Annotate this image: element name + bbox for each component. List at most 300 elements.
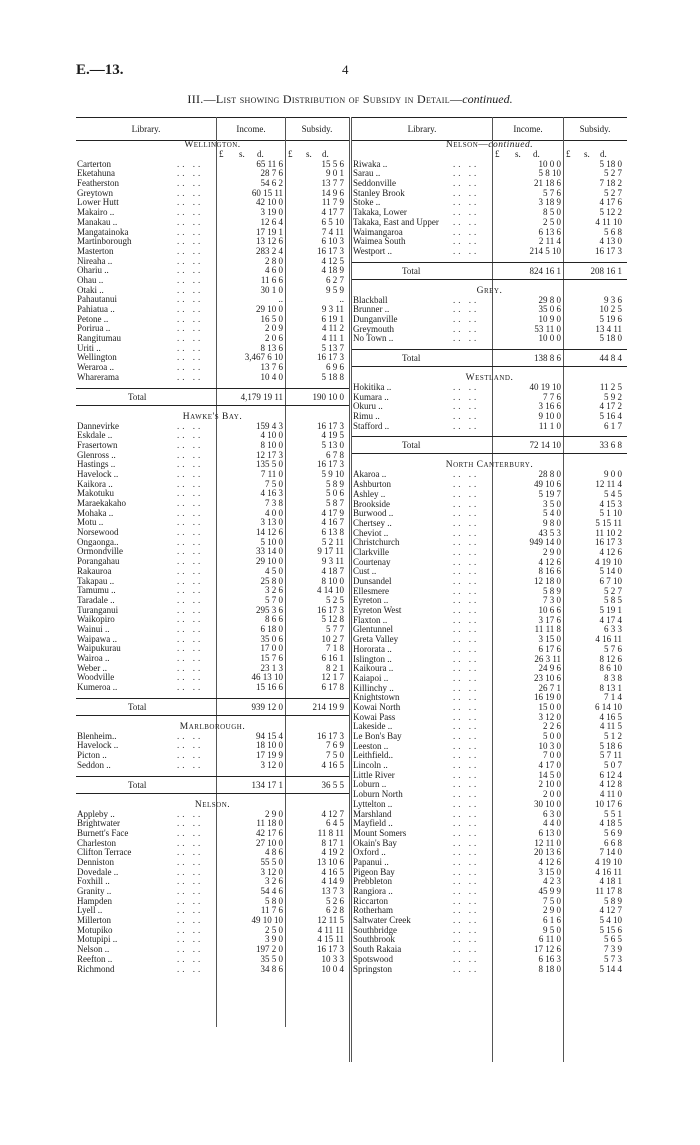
table-row [352,587,627,597]
income-value: 11 18 0 [256,818,283,829]
leader-dots: .. .. [177,594,204,605]
subsidy-value: 9 3 6 [604,294,622,305]
income-value: 3 9 0 [265,934,283,945]
library-name: South Rakaia [353,944,402,955]
library-name: Brightwater [77,818,120,829]
income-value: 53 11 0 [534,323,561,334]
subsidy-value: 4 18 7 [321,565,344,576]
income-value: 7 3 8 [265,498,283,508]
library-name: Nelson .. [77,944,110,955]
library-name: Takaka, Lower [353,207,407,218]
subsidy-value: 5 6 9 [604,827,622,838]
subsidy-value: 5 4 10 [599,915,622,926]
income-value: 15 7 6 [260,653,283,663]
leader-dots: .. .. [453,876,480,887]
table-row [76,829,349,839]
library-name: Hampden [77,895,112,906]
table-row [76,751,349,761]
income-value: 26 3 11 [534,653,561,664]
table-row [76,965,349,975]
currency-units-row [352,150,627,160]
library-name: Waipukurau [77,643,121,654]
library-name: Kowai Pass [353,711,396,722]
table-row [352,237,627,247]
leader-dots: .. .. [177,488,204,499]
income-value: 46 13 10 [251,672,283,683]
spacer [76,383,349,386]
spacer [352,257,627,260]
library-name: Manakau .. [77,216,118,227]
table-row [352,500,627,510]
income-value: 4 8 6 [265,847,283,858]
table-row [76,237,349,247]
table-row [76,945,349,955]
leader-dots: .. .. [177,847,204,858]
title-tail: continued. [462,92,513,106]
spacer [352,431,627,434]
subsidy-value: 4 18 1 [599,876,622,887]
subsidy-value: 12 1 7 [321,672,344,683]
income-value: 10 4 0 [260,371,283,382]
subsidy-value: 9 3 11 [321,556,344,567]
subsidy-value: 13 10 6 [317,856,344,867]
leader-dots: .. .. [453,634,480,645]
income-value: 60 15 11 [251,187,283,198]
subsidy-value: 5 19 1 [599,605,622,616]
leader-dots: .. .. [177,604,204,615]
income-value: 11 6 6 [260,274,283,285]
subsidy-value: 5 2 11 [321,536,344,547]
table-row [352,160,627,170]
library-name: Wharerama [77,371,119,382]
subsidy-value: 6 2 8 [326,905,344,916]
library-name: Charleston [77,837,116,848]
table-row [76,567,349,577]
subsidy-value: 4 16 5 [321,866,344,877]
library-name: Ashburton [353,479,391,490]
income-value: 23 1 3 [260,662,283,673]
subsidy-value: 5 12 8 [321,614,344,625]
income-value: 2 9 0 [543,546,561,557]
table-row [352,713,627,723]
income-value: 35 5 0 [260,953,283,964]
library-name: Ohau .. [77,274,104,285]
leader-dots: .. .. [453,576,480,586]
leader-dots: .. .. [177,585,204,596]
subsidy-value: 4 12 5 [321,255,344,266]
total-label: Total [128,779,147,790]
income-value: 16 19 0 [534,692,561,703]
right-column [352,140,627,974]
subsidy-value: 5 0 6 [326,488,344,499]
table-row [76,887,349,897]
income-value: 5 0 0 [543,731,561,741]
table-row [76,499,349,509]
library-name: Porangahau [77,556,120,567]
table-row [352,247,627,257]
income-value: 35 0 6 [538,304,561,315]
income-value: 49 10 10 [251,915,283,926]
subsidy-value: 5 7 11 [599,750,622,761]
income-value: 6 17 6 [538,643,561,654]
income-value: 12 17 3 [256,449,283,460]
library-name: Ashley .. [353,488,386,499]
leader-dots: .. .. [177,255,204,266]
subsidy-value: 6 13 8 [321,527,344,538]
library-name: Weraroa .. [77,362,115,373]
leader-dots: .. .. [177,439,204,450]
table-row [76,334,349,344]
income-value: 24 9 6 [538,663,561,674]
income-value: 3 2 6 [265,585,283,596]
table-row [76,897,349,907]
library-name: Okuru .. [353,401,383,412]
library-name: Chertsey .. [353,517,392,528]
total-row [76,776,349,794]
income-value: 4 12 6 [538,556,561,567]
income-value: 3 15 0 [538,634,561,645]
subsidy-value: 12 11 5 [317,915,344,926]
library-name: Appleby .. [77,808,115,819]
income-value: 5 4 0 [543,508,561,519]
leader-dots: .. .. [453,934,480,945]
subsidy-value: 5 13 0 [321,439,344,450]
leader-dots: .. .. [177,158,204,169]
income-value: 12 6 4 [260,216,283,227]
library-name: Glenross .. [77,449,116,460]
library-name: Le Bon's Bay [353,731,402,741]
left-column-header [76,117,349,141]
table-row [352,839,627,849]
total-row [352,262,627,280]
leader-dots: .. .. [177,934,204,945]
library-name: Sarau .. [353,168,381,179]
library-name: Leeston .. [353,740,389,751]
library-name: Eyreton .. [353,595,389,606]
subsidy-value: 5 9 2 [604,391,622,402]
library-name: Havelock .. [77,740,119,751]
table-row [76,509,349,519]
subsidy-value: 4 17 7 [321,207,344,218]
library-name: Westport .. [353,245,393,256]
leader-dots: .. .. [177,207,204,218]
subsidy-value: 6 3 3 [604,624,622,635]
section-title: North Canterbury. [445,460,534,471]
leader-dots: .. .. [177,498,204,508]
leader-dots: .. .. [453,731,480,741]
total-subsidy: 208 16 1 [590,265,622,276]
library-name: Takapau .. [77,575,115,586]
income-value: 10 9 0 [538,313,561,324]
library-name: Hokitika .. [353,382,392,392]
left-column [76,140,349,974]
subsidy-value: 9 5 9 [326,284,344,295]
library-col-header: Library. [407,124,437,134]
leader-dots: .. .. [177,362,204,373]
subsidy-value: 4 17 2 [599,401,622,412]
subsidy-value: 4 16 11 [595,634,622,645]
subsidy-value: 5 14 0 [599,566,622,577]
table-row [352,790,627,800]
library-name: Kaiapoi .. [353,672,389,683]
income-value: 12 11 0 [534,837,561,848]
library-name: Leithfield.. [353,750,393,761]
currency-unit: £ [288,149,293,159]
leader-dots: .. .. [177,730,204,741]
library-name: Motupiko [77,924,113,935]
library-name: Stafford .. [353,420,390,431]
subsidy-value: .. [339,294,344,305]
income-value: 42 10 0 [256,197,283,208]
leader-dots: .. .. [177,478,204,489]
table-row [76,480,349,490]
table-row [76,305,349,315]
table-row [76,373,349,383]
subsidy-value: 8 17 1 [321,837,344,848]
subsidy-value: 4 14 10 [317,585,344,596]
library-name: Dannevirke [77,420,119,431]
table-row [76,179,349,189]
income-value: 20 13 6 [534,847,561,858]
income-value: 10 6 6 [538,605,561,616]
income-col-header: Income. [513,124,543,134]
subsidy-value: 16 17 3 [595,245,622,256]
subsidy-value: 5 7 6 [604,643,622,654]
subsidy-value: 6 2 7 [326,274,344,285]
subsidy-value: 6 9 6 [326,362,344,373]
library-name: Marshland [353,808,392,819]
library-name: Ellesmere [353,585,389,596]
section-title: Hawke's Bay. [182,411,243,422]
library-name: Cheviot .. [353,527,389,538]
leader-dots: .. .. [177,342,204,353]
leader-dots: .. .. [453,401,480,412]
library-name: Flaxton .. [353,614,388,625]
income-value: 29 10 0 [256,556,283,567]
library-name: Granity .. [77,886,112,896]
library-name: Rangitumau [77,333,121,344]
subsidy-value: 6 7 10 [599,576,622,586]
subsidy-value: 4 16 7 [321,517,344,528]
leader-dots: .. .. [453,856,480,867]
leader-dots: .. .. [453,663,480,674]
leader-dots: .. .. [177,905,204,916]
leader-dots: .. .. [453,740,480,751]
subsidy-value: 9 0 0 [604,469,622,480]
leader-dots: .. .. [453,382,480,392]
table-row [352,616,627,626]
leader-dots: .. .. [177,924,204,935]
library-name: Okain's Bay [353,837,397,848]
library-name: Norsewood [77,527,119,538]
subsidy-value: 5 18 6 [599,740,622,751]
subsidy-value: 6 7 8 [326,449,344,460]
library-name: Ongaonga.. [77,536,119,547]
subsidy-value: 5 14 4 [599,963,622,974]
leader-dots: .. .. [177,837,204,848]
leader-dots: .. .. [453,595,480,606]
leader-dots: .. .. [453,779,480,790]
income-value: 2 0 0 [543,789,561,800]
leader-dots: .. .. [177,565,204,576]
income-value: 135 5 0 [256,459,283,470]
title-lead: III.—List showing Distribution of Subsidy in Detail— [187,92,463,106]
table-row [352,664,627,674]
leader-dots: .. .. [177,517,204,528]
subsidy-value: 14 9 6 [321,187,344,198]
table-row [76,198,349,208]
income-value: 5 19 7 [538,488,561,499]
subsidy-value: 4 17 4 [599,614,622,625]
leader-dots: .. .. [453,682,480,693]
table-row [352,945,627,955]
leader-dots: .. .. [177,808,204,819]
subsidy-value: 8 2 1 [326,662,344,673]
library-name: Makotuku [77,488,114,499]
subsidy-value: 7 18 2 [599,178,622,189]
library-name: Cust .. [353,566,377,577]
leader-dots: .. .. [453,313,480,324]
leader-dots: .. .. [177,333,204,344]
subsidy-value: 6 5 10 [321,216,344,227]
income-value: 7 5 0 [543,895,561,906]
library-name: Picton .. [77,750,107,761]
subsidy-value: 4 12 6 [599,546,622,557]
table-row [352,771,627,781]
subsidy-value: 5 2 7 [604,187,622,198]
leader-dots: .. .. [453,701,480,712]
library-name: Lincoln .. [353,760,388,771]
income-value: 4 10 0 [260,430,283,441]
income-value: 5 7 0 [265,594,283,605]
subsidy-value: 4 16 5 [321,759,344,770]
page-number: 4 [342,62,349,77]
table-row [352,635,627,645]
subsidy-value: 7 1 8 [326,643,344,654]
income-value: 7 3 0 [543,595,561,606]
subsidy-value: 6 19 1 [321,313,344,324]
subsidy-value: 4 18 9 [321,265,344,276]
income-value: 11 1 0 [538,420,561,431]
total-row [76,388,349,406]
subsidy-value: 5 1 2 [604,731,622,741]
income-value: 2 9 0 [543,905,561,916]
table-row [76,557,349,567]
subsidy-value: 5 5 1 [604,808,622,819]
subsidy-value: 11 17 8 [595,886,622,896]
page-id: E.—13. [76,62,124,78]
library-name: Blenheim.. [77,730,117,741]
subsidy-value: 4 15 11 [317,934,344,945]
income-value: 65 11 6 [256,158,283,169]
income-value: 45 9 9 [538,886,561,896]
library-name: Stoke .. [353,197,381,208]
income-value: 3 5 0 [543,498,561,509]
table-row [352,645,627,655]
subsidy-value: 16 17 3 [317,420,344,431]
leader-dots: .. .. [177,575,204,586]
income-value: 54 4 6 [260,886,283,896]
table-row [352,189,627,199]
leader-dots: .. .. [177,876,204,887]
library-name: Eskdale .. [77,430,113,441]
library-name: Ormondville [77,546,123,557]
income-value: 13 7 6 [260,362,283,373]
total-row [352,349,627,367]
income-value: 4 6 0 [265,265,283,276]
table-row [76,664,349,674]
library-name: Mangatainoka [77,226,129,237]
library-name: Uriti .. [77,342,101,353]
rule-centre [349,117,350,1062]
table-row [76,422,349,432]
subsidy-value: 4 18 5 [599,818,622,829]
income-value: 54 6 2 [260,178,283,189]
subsidy-value: 6 16 1 [321,653,344,663]
income-value: 26 7 1 [538,682,561,693]
document-title [0,92,700,107]
table-row [352,955,627,965]
leader-dots: .. .. [177,963,204,974]
table-row [76,353,349,363]
library-name: Rangiora .. [353,886,393,896]
library-name: Millerton [77,915,111,926]
total-subsidy: 33 6 8 [599,440,622,451]
leader-dots: .. .. [177,556,204,567]
income-value: 8 10 0 [260,439,283,450]
library-name: Taradale .. [77,594,115,605]
income-value: 3 15 0 [538,866,561,877]
library-name: Kaikoura .. [353,663,394,674]
subsidy-value: 6 10 3 [321,236,344,247]
income-value: 10 0 0 [538,158,561,169]
subsidy-value: 4 11 10 [595,216,622,227]
library-name: Seddonville [353,178,396,189]
income-value: 6 13 6 [538,226,561,237]
leader-dots: .. .. [177,633,204,644]
library-name: Waipawa .. [77,633,118,644]
leader-dots: .. .. [453,866,480,877]
income-value: 3 17 6 [538,614,561,625]
leader-dots: .. .. [177,294,204,305]
income-value: 9 10 0 [538,411,561,422]
subsidy-value: 15 5 6 [321,158,344,169]
leader-dots: .. .. [177,197,204,208]
income-value: 8 16 6 [538,566,561,577]
income-value: 8 13 6 [260,342,283,353]
income-value: 4 2 3 [543,876,561,887]
library-name: Loburn .. [353,779,387,790]
leader-dots: .. .. [177,827,204,838]
leader-dots: .. .. [453,614,480,625]
table-row [352,383,627,393]
library-name: Greytown [77,187,113,198]
leader-dots: .. .. [453,236,480,247]
leader-dots: .. .. [177,313,204,324]
income-value: 159 4 3 [256,420,283,431]
subsidy-value: 8 6 10 [599,663,622,674]
library-name: Rakauroa [77,565,112,576]
income-value: 283 2 4 [256,245,283,256]
table-row [352,965,627,975]
currency-unit: £ [219,149,224,159]
income-value: 4 5 0 [265,565,283,576]
income-value: 2 2 6 [543,721,561,732]
library-name: Tamumu .. [77,585,116,596]
table-row [76,441,349,451]
table-row [352,655,627,665]
leader-dots: .. .. [177,818,204,829]
